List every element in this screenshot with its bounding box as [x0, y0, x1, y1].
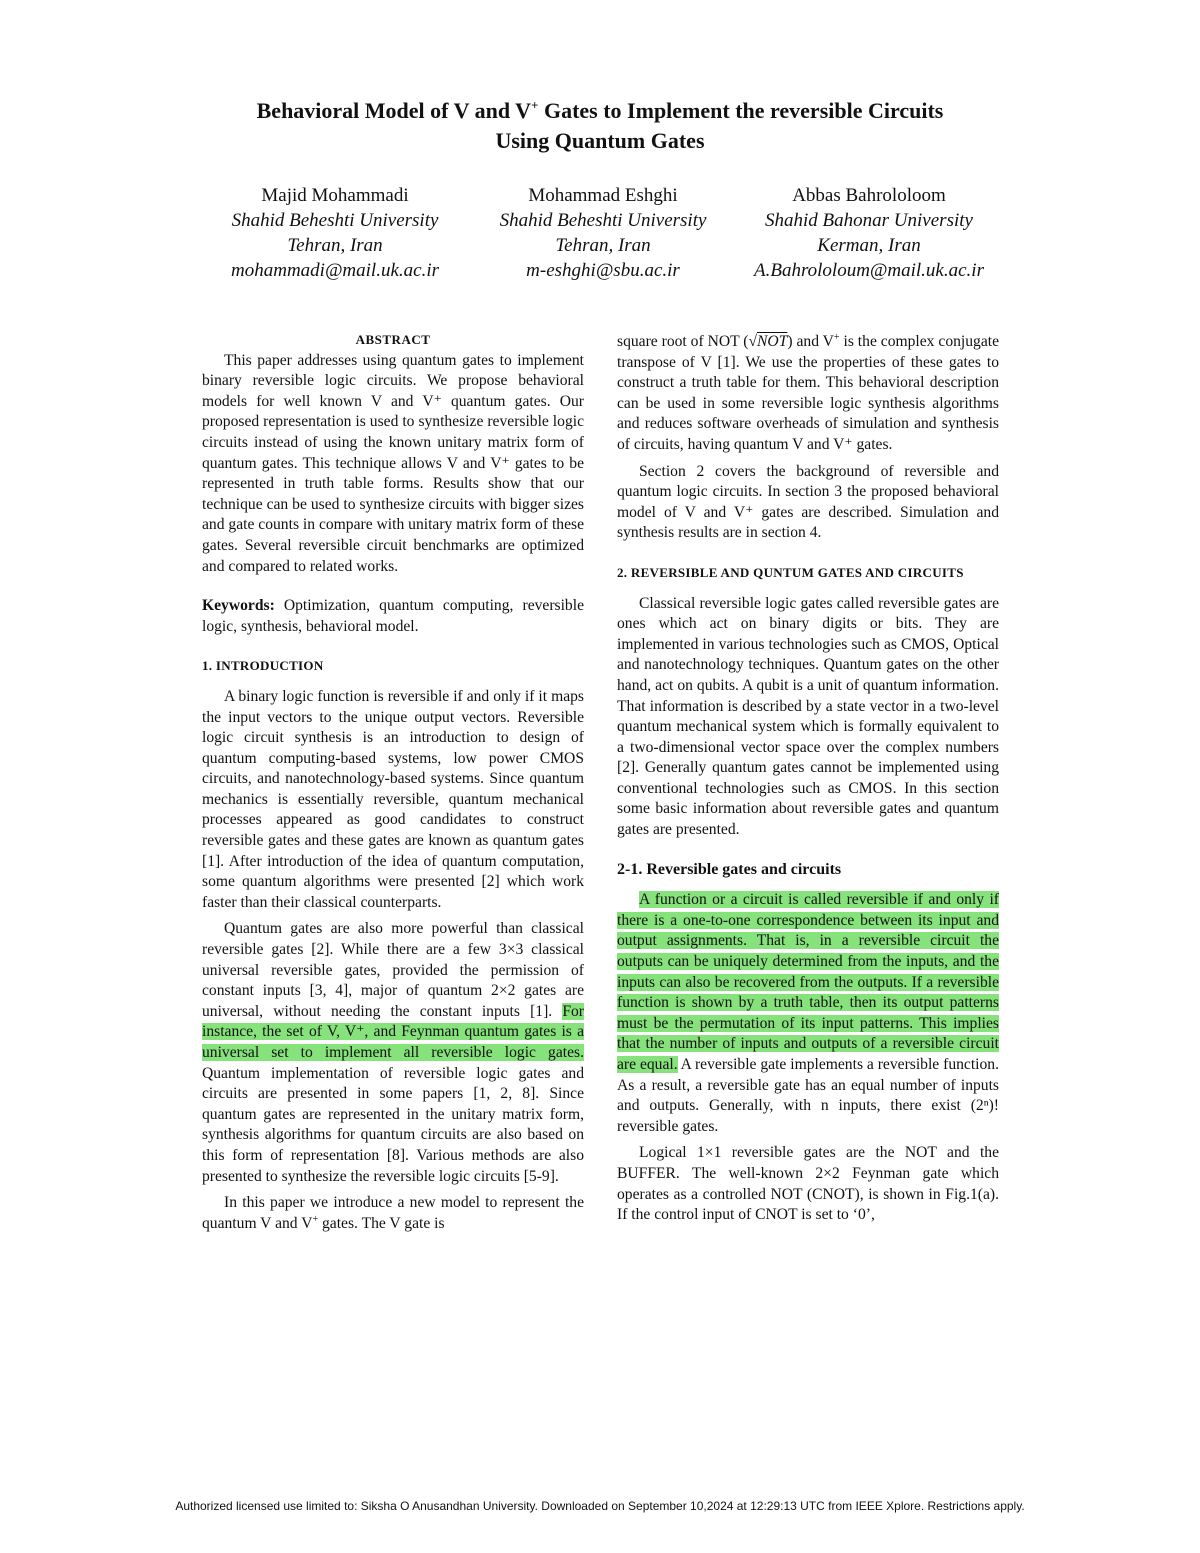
subsection-paragraph-1: A function or a circuit is called reversible if and only if there is a one-to-one correspondence between its input and output assignments. That is, in a reversible circuit the outputs can be uniquely determined from the inputs, and the inputs can also be recovered from the outputs. If a reversible function is shown by a truth table, then its output patterns must be the permutation of its input patterns. This implies that the number of inputs and outputs of a reversible circuit are equal. A reversible gate implements a reversible function. As a result, a reversible gate has an equal number of inputs and outputs. Generally, with n inputs, there exist (2ⁿ)! reversible gates. [617, 891, 999, 1135]
right-paragraph-0: square root of NOT (√NOT) and V+ is the complex conjugate transpose of V [1]. We use the properties of these gates to construct a truth table for them. This behavioral description can be used in some reversible logic synthesis algorithms and reduces software overheads of simulation and synthesis of circuits, having quantum V and V⁺ gates. [617, 331, 1000, 453]
author-affiliation: Shahid Bahonar University [765, 210, 973, 231]
license-footer: Authorized licensed use limited to: Siksha O Anusandhan University. Downloaded on September 10,2024 at 12:29:13 UTC from IEEE Xplore. Restrictions apply. [175, 1499, 1025, 1513]
author-name: Majid Mohammadi [261, 185, 409, 206]
author-block-3 [729, 183, 1009, 283]
right-column [617, 332, 999, 1226]
keywords-label: Keywords: [202, 597, 275, 615]
author-email[interactable]: mohammadi@mail.uk.ac.ir [231, 260, 439, 281]
author-name: Mohammad Eshghi [528, 185, 678, 206]
author-email[interactable]: m-eshghi@sbu.ac.ir [526, 260, 680, 281]
section-2-heading: 2. REVERSIBLE AND QUNTUM GATES AND CIRCUITS [617, 564, 964, 580]
intro-paragraph-3: In this paper we introduce a new model to represent the quantum V and V+ gates. The V gate is [202, 1194, 584, 1232]
intro-paragraph-1: A binary logic function is reversible if and only if it maps the input vectors to the unique output vectors. Reversible logic circuit synthesis is an introduction to design of quantum computing-based systems, low power CMOS circuits, and nanotechnology-based systems. Since quantum mechanics is essentially reversible, quantum mechanical processes appeared as good candidates to construct reversible gates and these gates are known as quantum gates [1]. After introduction of the idea of quantum computation, some quantum algorithms were presented [2] which work faster than their classical counterparts. [202, 687, 584, 911]
paper-title [150, 96, 1050, 156]
author-name: Abbas Bahrololoom [792, 185, 946, 206]
intro-heading: 1. INTRODUCTION [202, 658, 324, 674]
subsection-2-1-heading: 2-1. Reversible gates and circuits [617, 860, 842, 878]
author-affiliation: Shahid Beheshti University [499, 210, 707, 231]
highlighted-text: For instance, the set of V, V⁺, and Feynman quantum gates is a universal set to implement all reversible logic gates. [202, 1002, 584, 1061]
title-line-2: Using Quantum Gates [495, 128, 705, 153]
abstract-text: This paper addresses using quantum gates to implement binary reversible logic circuits. We propose behavioral models for well known V and V⁺ quantum gates. Our proposed representation is used to synthesize reversible logic circuits instead of using the known unitary matrix form of quantum gates. This technique allows V and V⁺ gates to be represented in truth table forms. Results show that our technique can be used to synthesize circuits with bigger sizes and gate counts in compare with unitary matrix form of these gates. Several reversible circuit benchmarks are optimized and compared to related works. [202, 351, 584, 575]
keywords-text: Optimization, quantum computing, reversible logic, synthesis, behavioral model. [202, 597, 584, 635]
author-email[interactable]: A.Bahrololoum@mail.uk.ac.ir [754, 260, 984, 281]
author-city: Kerman, Iran [817, 235, 921, 256]
right-paragraph-1: Section 2 covers the background of reversible and quantum logic circuits. In section 3 the proposed behavioral model of V and V⁺ gates are described. Simulation and synthesis results are in section 4. [617, 462, 999, 542]
subsection-paragraph-2: Logical 1×1 reversible gates are the NOT and the BUFFER. The well-known 2×2 Feynman gate which operates as a controlled NOT (CNOT), is shown in Fig.1(a). If the control input of CNOT is set to ‘0’, [617, 1144, 999, 1224]
author-city: Tehran, Iran [287, 235, 383, 256]
left-column [202, 330, 584, 1234]
keywords [202, 596, 584, 637]
abstract-heading: ABSTRACT [355, 332, 431, 347]
section-2-paragraph-1: Classical reversible logic gates called reversible gates are ones which act on binary digits or bits. They are implemented in various technologies such as CMOS, Optical and nanotechnology techniques. Quantum gates on the other hand, act on qubits. A qubit is a unit of quantum information. That information is described by a state vector in a two-level quantum mechanical system which is formally equivalent to a two-dimensional vector space over the complex numbers [2]. Generally quantum gates cannot be implemented using conventional technologies such as CMOS. In this section some basic information about reversible gates and quantum gates are presented. [617, 594, 999, 839]
title-line-1: Behavioral Model of V and V+ Gates to Implement the reversible Circuits [256, 97, 944, 123]
intro-paragraph-2: Quantum gates are also more powerful than classical reversible gates [2]. While there are a few 3×3 classical universal reversible gates, provided the permission of constant inputs [3, 4], major of quantum 2×2 gates are universal, without needing the constant inputs [1]. For instance, the set of V, V⁺, and Feynman quantum gates is a universal set to implement all reversible logic gates. Quantum implementation of reversible logic gates and circuits are presented in some papers [1, 2, 8]. Since quantum gates are represented in the unitary matrix form, synthesis algorithms for quantum circuits are also based on this form of representation [8]. Various methods are also presented to synthesize the reversible logic circuits [5-9]. [202, 920, 584, 1185]
author-affiliation: Shahid Beheshti University [231, 210, 439, 231]
highlighted-text: A function or a circuit is called reversible if and only if there is a one-to-one correspondence between its input and output assignments. That is, in a reversible circuit the outputs can be uniquely determined from the inputs, and the inputs can also be recovered from the outputs. If a reversible function is shown by a truth table, then its output patterns must be the permutation of its input patterns. This implies that the number of inputs and outputs of a reversible circuit are equal. [617, 891, 999, 1073]
author-block-2 [463, 183, 743, 283]
author-block-1 [195, 183, 475, 283]
author-city: Tehran, Iran [555, 235, 651, 256]
